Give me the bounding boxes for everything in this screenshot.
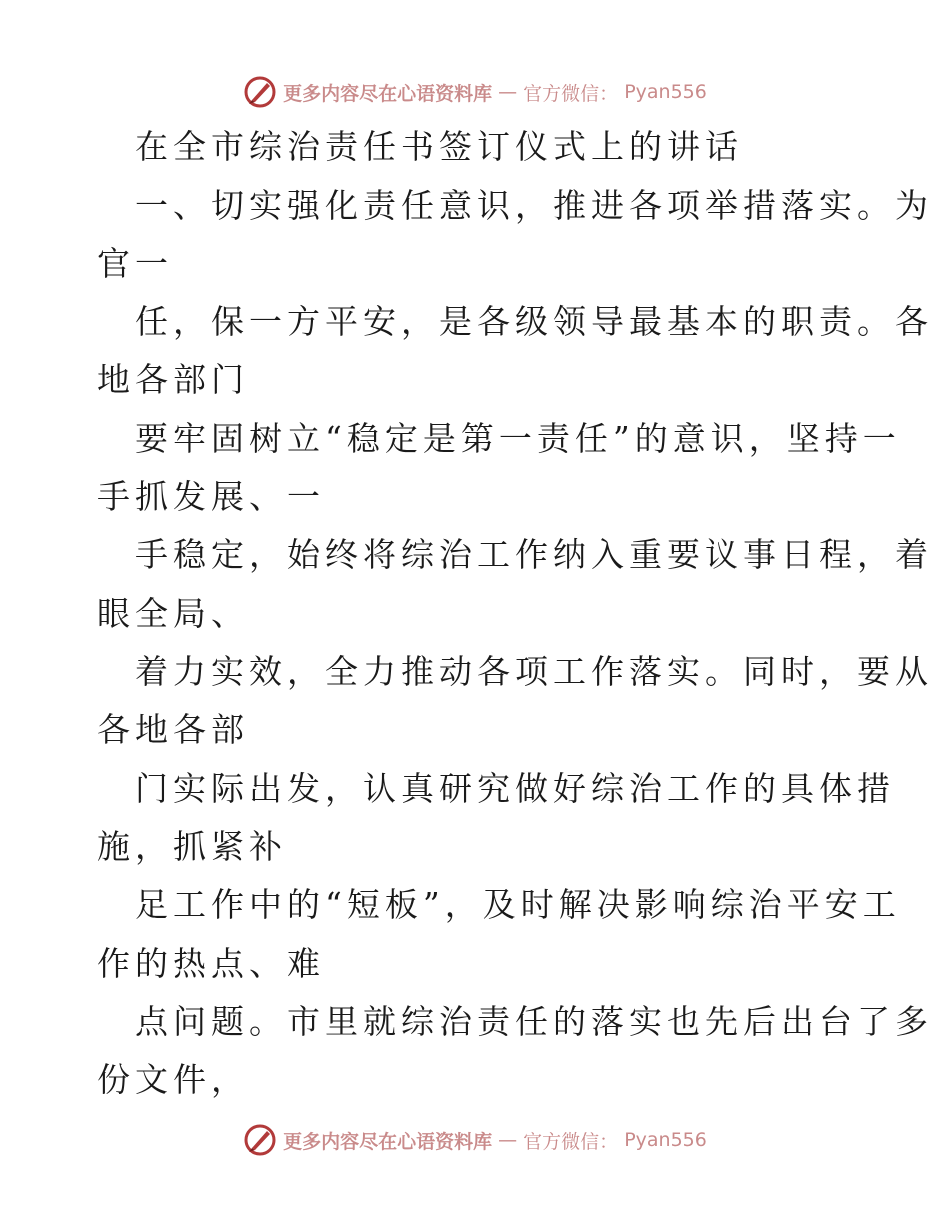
paragraph-line: 手抓发展、一 xyxy=(97,477,325,516)
paragraph-line: 地各部门 xyxy=(97,360,249,399)
paragraph-line: 门实际出发，认真研究做好综治工作的具体措 xyxy=(135,769,895,808)
paragraph-line: 任，保一方平安，是各级领导最基本的职责。各 xyxy=(135,302,933,341)
header-watermark xyxy=(0,72,950,112)
paragraph-line: 各地各部 xyxy=(97,710,249,749)
watermark-wechat-label: 官方微信： xyxy=(523,82,619,105)
quill-logo-icon xyxy=(243,1123,277,1157)
paragraph-line: 一、切实强化责任意识，推进各项举措落实。为 xyxy=(135,186,933,225)
paragraph-line: 眼全局、 xyxy=(97,594,249,633)
watermark-separator: — xyxy=(498,1129,518,1151)
paragraph-line: 足工作中的“短板”，及时解决影响综治平安工 xyxy=(135,885,901,924)
document-title: 在全市综治责任书签订仪式上的讲话 xyxy=(135,127,743,166)
watermark-text: 更多内容尽在心语资料库 xyxy=(283,1130,493,1153)
watermark-wechat-id: Pyan556 xyxy=(624,81,707,103)
paragraph-line: 份文件， xyxy=(97,1060,249,1099)
paragraph-line: 手稳定，始终将综治工作纳入重要议事日程，着 xyxy=(135,535,933,574)
watermark-wechat-label: 官方微信： xyxy=(523,1130,619,1153)
footer-watermark xyxy=(0,1120,950,1160)
paragraph-line: 作的热点、难 xyxy=(97,944,325,983)
watermark-text: 更多内容尽在心语资料库 xyxy=(283,82,493,105)
quill-logo-icon xyxy=(243,75,277,109)
paragraph-line: 要牢固树立“稳定是第一责任”的意识，坚持一 xyxy=(135,419,901,458)
paragraph-line: 官一 xyxy=(97,244,173,283)
watermark-wechat-id: Pyan556 xyxy=(624,1129,707,1151)
paragraph-line: 点问题。市里就综治责任的落实也先后出台了多 xyxy=(135,1002,933,1041)
watermark-separator: — xyxy=(498,81,518,103)
paragraph-line: 着力实效，全力推动各项工作落实。同时，要从 xyxy=(135,652,933,691)
paragraph-line: 施，抓紧补 xyxy=(97,827,287,866)
